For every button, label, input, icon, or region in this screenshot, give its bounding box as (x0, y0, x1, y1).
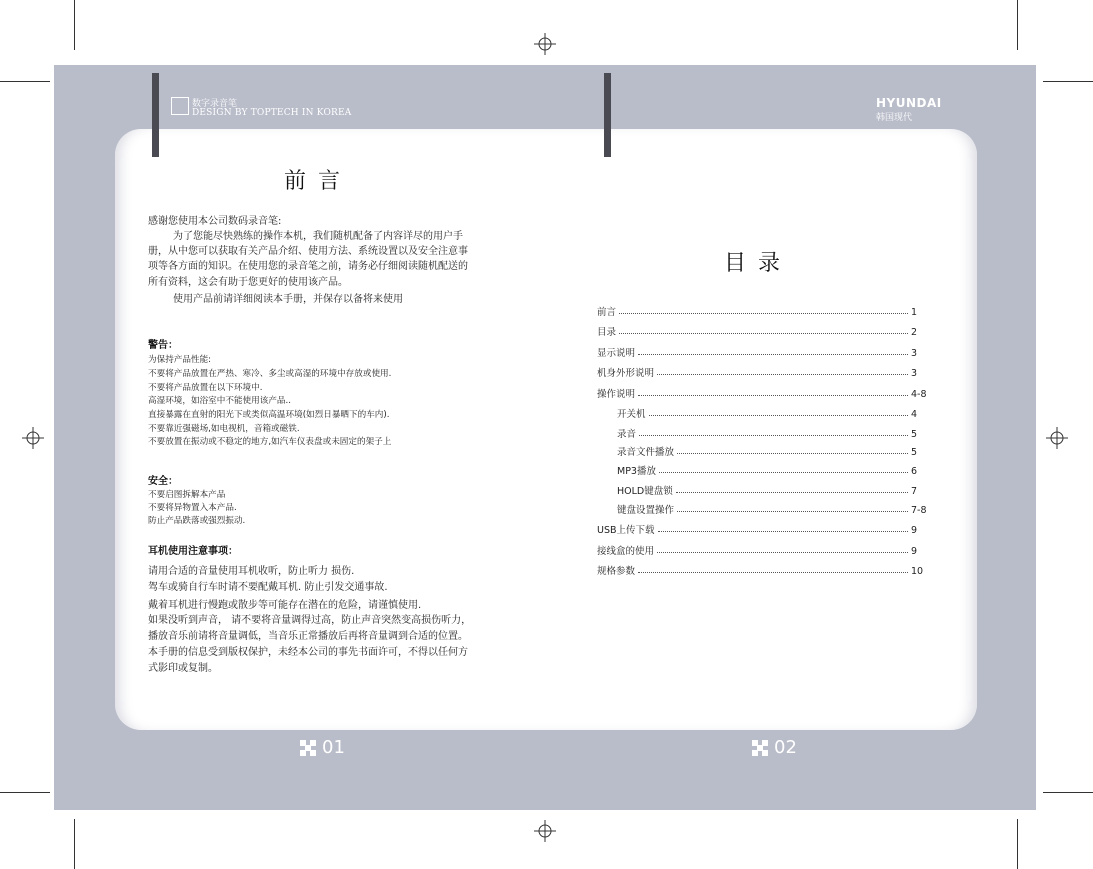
warning-item: 直接暴露在直射的阳光下或类似高温环境(如烈日暴晒下的车内). (148, 410, 390, 420)
toc-page: 2 (911, 327, 918, 338)
toc-entry[interactable] (597, 388, 931, 402)
intro-line: 所有资料，这会有助于您更好的使用该产品。 (148, 277, 348, 288)
crop-mark (74, 0, 75, 50)
warning-item: 不要将产品放置在严热、寒冷、多尘或高湿的环境中存放或使用. (148, 369, 392, 379)
toc-leader (638, 572, 908, 573)
toc-page: 10 (911, 566, 924, 577)
intro-line: 册，从中您可以获取有关产品介绍、使用方法、系统设置以及安全注意事 (148, 246, 468, 257)
earphone-item: 播放音乐前请将音量调低，当音乐正常播放后再将音量调到合适的位置。 (148, 631, 468, 642)
toc-leader (676, 492, 908, 493)
toc-label: 开关机 (617, 409, 646, 420)
earphone-item: 本手册的信息受到版权保护，未经本公司的事先书面许可，不得以任何方 (148, 647, 468, 658)
registration-mark-icon (534, 820, 556, 842)
intro-line: 感谢您使用本公司数码录音笔: (148, 216, 282, 227)
earphone-heading: 耳机使用注意事项： (148, 546, 238, 557)
earphone-item: 驾车或骑自行车时请不要配戴耳机. 防止引发交通事故. (148, 582, 388, 593)
brand-box-icon (171, 97, 189, 115)
toc-page: 5 (911, 429, 918, 440)
toc-leader (639, 435, 908, 436)
toc-leader (658, 531, 908, 532)
earphone-item: 式影印或复制。 (148, 663, 218, 674)
page-title: 前言 (284, 169, 353, 194)
toc-label: 机身外形说明 (597, 368, 655, 379)
crop-mark (74, 819, 75, 869)
toc-page: 3 (911, 368, 918, 379)
decorative-bar (152, 73, 159, 157)
toc-page: 6 (911, 466, 918, 477)
crop-mark (1043, 81, 1093, 82)
toc-page: 7 (911, 486, 918, 497)
checker-icon (300, 740, 316, 756)
logo-subtitle: 韩国现代 (876, 113, 913, 123)
toc-page: 3 (911, 348, 918, 359)
page-number-left (300, 737, 345, 758)
toc-leader (657, 552, 908, 553)
safety-item: 不要启图拆解本产品 (148, 490, 226, 500)
toc-label: 操作说明 (597, 389, 636, 400)
brand-english: DESIGN BY TOPTECH IN KOREA (192, 108, 352, 118)
brand-chinese: 数字录音笔 (192, 99, 238, 109)
intro-line: 使用产品前请详细阅读本手册，并保存以备将来使用 (173, 294, 403, 305)
safety-item: 防止产品跌落或强烈振动. (148, 516, 246, 526)
toc-entry[interactable] (597, 545, 931, 559)
page-number-right (752, 737, 797, 758)
toc-page: 5 (911, 447, 918, 458)
toc-label: 目录 (597, 327, 617, 338)
warning-item: 不要将产品放置在以下环境中. (148, 383, 263, 393)
toc-page: 9 (911, 525, 918, 536)
toc-label: USB上传下载 (597, 525, 655, 536)
toc-label: HOLD键盘锁 (617, 486, 673, 497)
warning-heading: 警告： (148, 340, 178, 351)
crop-mark (0, 81, 50, 82)
intro-line: 项等各方面的知识。在使用您的录音笔之前，请务必仔细阅读随机配送的 (148, 261, 468, 272)
toc-page: 9 (911, 546, 918, 557)
toc-label: 规格参数 (597, 566, 636, 577)
toc-entry[interactable] (597, 565, 931, 579)
warning-item: 不要靠近强磁场,如电视机，音箱或磁铁. (148, 424, 300, 434)
toc-label: MP3播放 (617, 466, 656, 477)
warning-item: 为保持产品性能: (148, 355, 212, 365)
toc-title: 目录 (724, 251, 793, 276)
toc-page: 1 (911, 307, 918, 318)
toc-leader (659, 472, 908, 473)
toc-leader (638, 354, 908, 355)
toc-entry[interactable] (597, 306, 931, 320)
toc-label: 显示说明 (597, 348, 636, 359)
toc-label: 键盘设置操作 (617, 505, 675, 516)
toc-entry[interactable] (597, 347, 931, 361)
toc-leader (657, 374, 908, 375)
toc-leader (649, 415, 908, 416)
intro-line: 为了您能尽快熟练的操作本机，我们随机配备了内容详尽的用户手 (173, 231, 463, 242)
crop-mark (0, 792, 50, 793)
toc-entry[interactable] (597, 524, 931, 538)
toc-subentry[interactable] (597, 428, 931, 442)
toc-page: 4-8 (911, 389, 927, 400)
registration-mark-icon (1046, 427, 1068, 449)
toc-label: 接线盒的使用 (597, 546, 655, 557)
toc-label: 录音文件播放 (617, 447, 675, 458)
toc-page: 4 (911, 409, 918, 420)
toc-entry[interactable] (597, 367, 931, 381)
registration-mark-icon (22, 427, 44, 449)
toc-leader (677, 453, 908, 454)
toc-subentry[interactable] (597, 446, 931, 460)
toc-label: 录音 (617, 429, 637, 440)
toc-label: 前言 (597, 307, 617, 318)
page-number-text: 02 (774, 737, 797, 758)
warning-item: 高湿环境，如浴室中不能使用该产品.. (148, 396, 291, 406)
page-number-text: 01 (322, 737, 345, 758)
toc-subentry[interactable] (597, 485, 931, 499)
toc-entry[interactable] (597, 326, 931, 340)
checker-icon (752, 740, 768, 756)
warning-item: 不要放置在振动或不稳定的地方,如汽车仪表盘或未固定的架子上 (148, 437, 392, 447)
toc-subentry[interactable] (597, 465, 931, 479)
decorative-bar (604, 73, 611, 157)
toc-leader (677, 511, 908, 512)
safety-item: 不要将异物置入本产品. (148, 503, 237, 513)
earphone-item: 戴着耳机进行慢跑或散步等可能存在潜在的危险，请谨慎使用. (148, 600, 422, 611)
registration-mark-icon (534, 33, 556, 55)
toc-page: 7-8 (911, 505, 927, 516)
toc-leader (619, 313, 908, 314)
toc-subentry[interactable] (597, 504, 931, 518)
crop-mark (1043, 792, 1093, 793)
toc-subentry[interactable] (597, 408, 931, 422)
earphone-item: 如果没听到声音， 请不要将音量调得过高，防止声音突然变高损伤听力， (148, 615, 472, 626)
crop-mark (1017, 819, 1018, 869)
safety-heading: 安全： (148, 476, 178, 487)
crop-mark (1017, 0, 1018, 50)
toc-leader (638, 395, 908, 396)
toc-leader (619, 333, 908, 334)
hyundai-logo: HYUNDAI (876, 96, 942, 110)
earphone-item: 请用合适的音量使用耳机收听，防止听力 损伤. (148, 566, 355, 577)
